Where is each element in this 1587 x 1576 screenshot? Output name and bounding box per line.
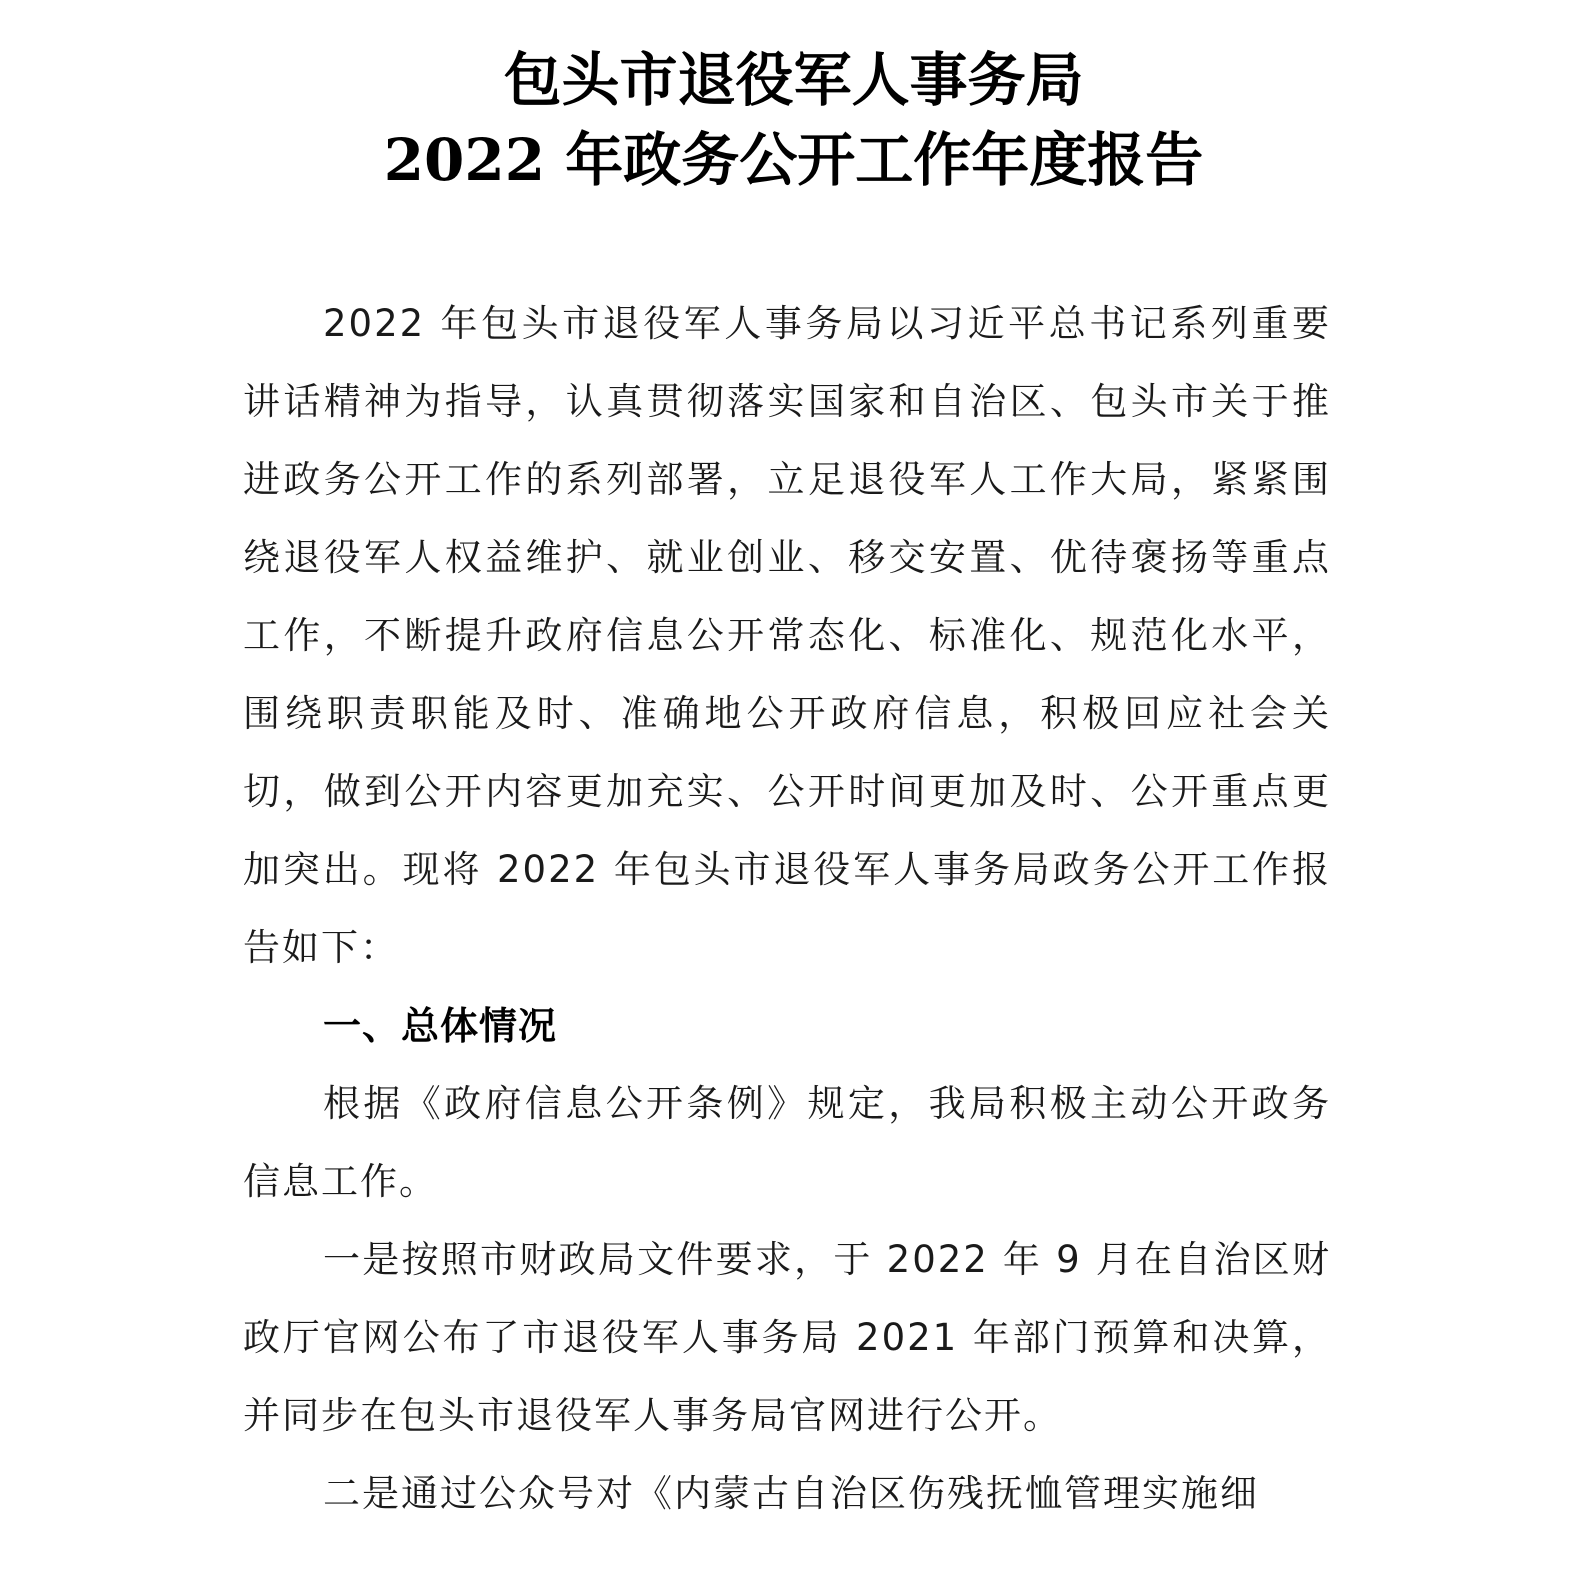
- intro-paragraph: 2022 年包头市退役军人事务局以习近平总书记系列重要讲话精神为指导，认真贯彻落实国家和自治区、包头市关于推进政务公开工作的系列部署，立足退役军人工作大局，紧紧围绕退役军人权益维护、就业创业、移交安置、优待褒扬等重点工作，不断提升政府信息公开常态化、标准化、规范化水平，围绕职责职能及时、准确地公开政府信息，积极回应社会关切，做到公开内容更加充实、公开时间更加及时、公开重点更加突出。现将 2022 年包头市退役军人事务局政务公开工作报告如下：: [243, 302, 1331, 969]
- item-two-paragraph: 二是通过公众号对《内蒙古自治区伤残抚恤管理实施细: [323, 1472, 1259, 1515]
- overview-paragraph: 根据《政府信息公开条例》规定，我局积极主动公开政务信息工作。: [243, 1082, 1331, 1203]
- document-title-line2: 2022 年政务公开工作年度报告: [383, 126, 1204, 194]
- section-heading-overview: 一、总体情况: [323, 1003, 558, 1048]
- document-body: [243, 285, 1331, 1533]
- document-title-line1: 包头市退役军人事务局: [503, 46, 1084, 114]
- item-one-paragraph: 一是按照市财政局文件要求，于 2022 年 9 月在自治区财政厅官网公布了市退役军人事务局 2021 年部门预算和决算，并同步在包头市退役军人事务局官网进行公开。: [243, 1238, 1331, 1437]
